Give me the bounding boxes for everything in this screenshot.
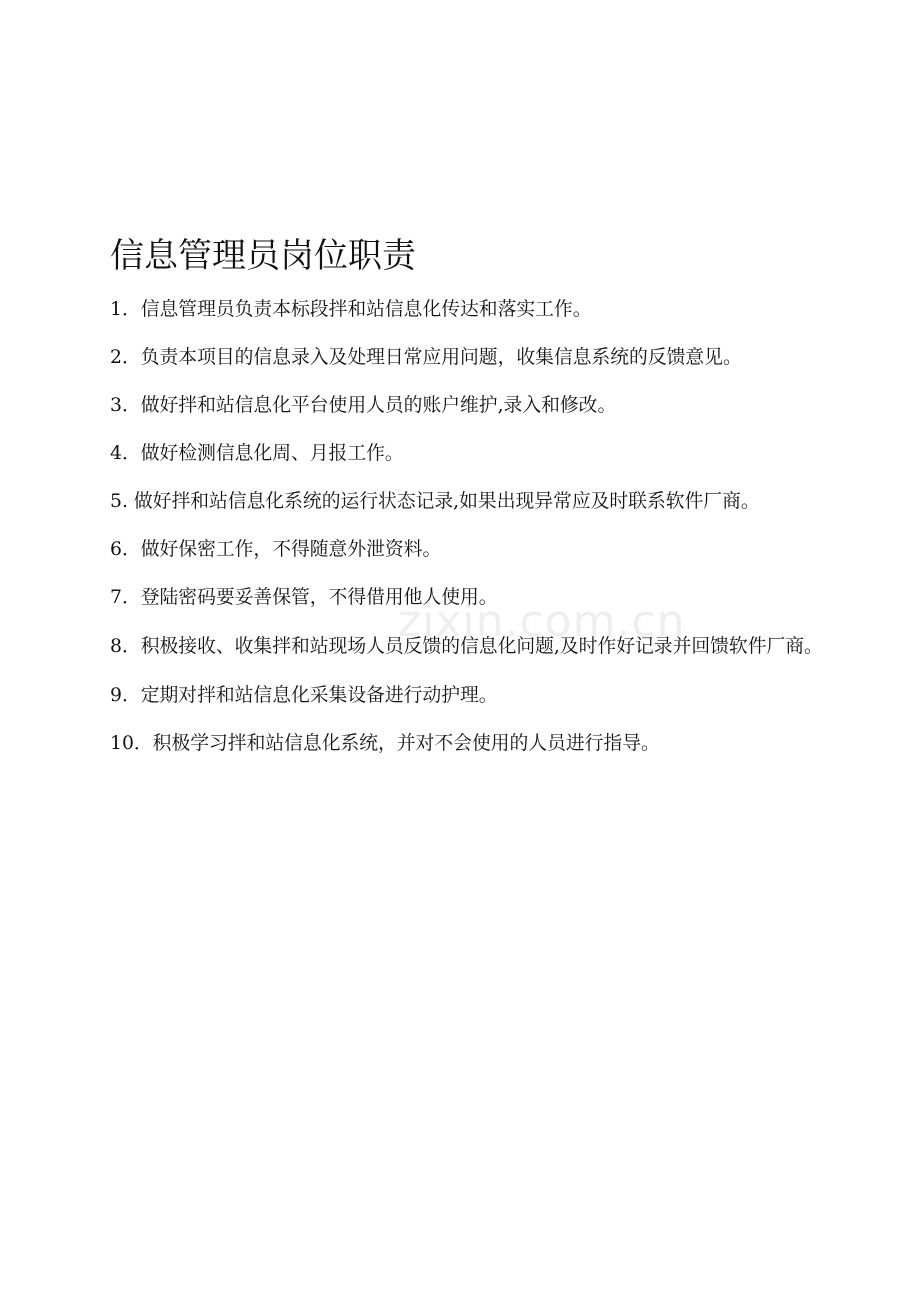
list-item: 3．做好拌和站信息化平台使用人员的账户维护,录入和修改。 [110, 395, 617, 416]
list-item: 7．登陆密码要妥善保管，不得借用他人使用。 [110, 587, 498, 608]
list-item: 8．积极接收、收集拌和站现场人员反馈的信息化问题,及时作好记录并回馈软件厂商。 [110, 636, 823, 657]
list-item: 2．负责本项目的信息录入及处理日常应用问题，收集信息系统的反馈意见。 [110, 347, 742, 368]
page-title: 信息管理员岗位职责 [110, 236, 416, 276]
list-item: 5. 做好拌和站信息化系统的运行状态记录,如果出现异常应及时联系软件厂商。 [110, 491, 760, 512]
list-item: 6．做好保密工作，不得随意外泄资料。 [110, 539, 442, 560]
list-item: 10．积极学习拌和站信息化系统，并对不会使用的人员进行指导。 [110, 733, 660, 754]
duty-list [110, 286, 850, 768]
list-item: 9．定期对拌和站信息化采集设备进行动护理。 [110, 685, 498, 706]
list-item: 1．信息管理员负责本标段拌和站信息化传达和落实工作。 [110, 299, 592, 320]
list-item: 4．做好检测信息化周、月报工作。 [110, 443, 404, 464]
watermark: zixin.com.cn [398, 596, 686, 647]
